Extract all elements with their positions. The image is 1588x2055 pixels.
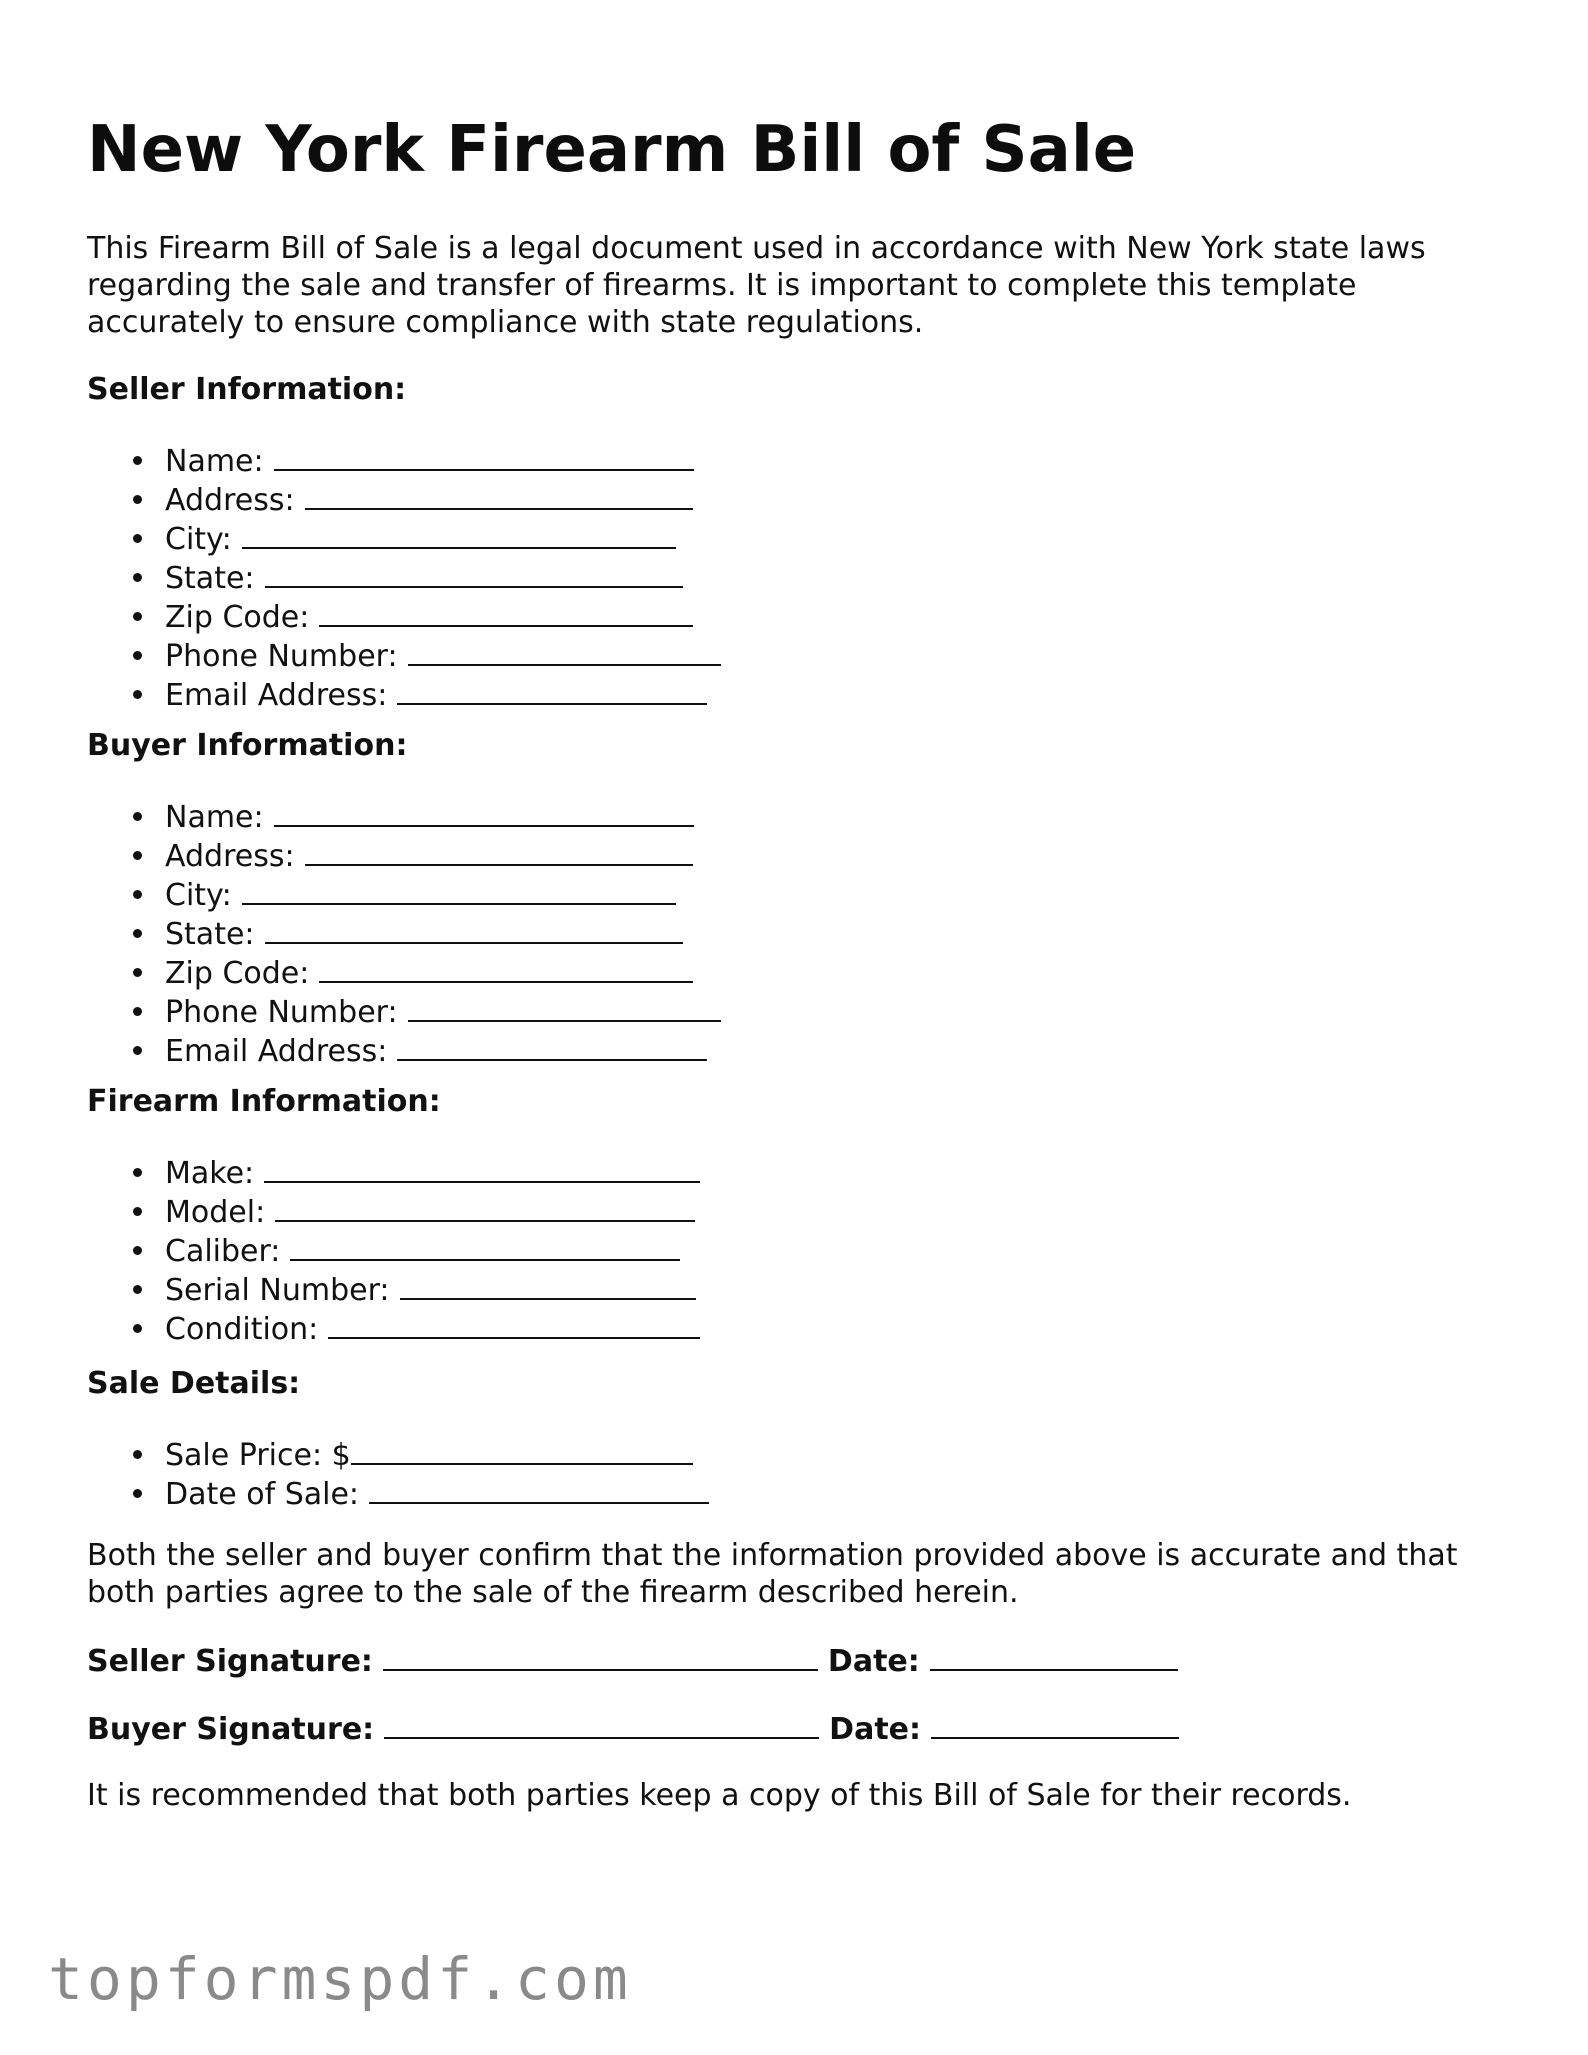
sale-fields-list <box>87 1435 709 1513</box>
seller-email-blank[interactable] <box>397 675 707 705</box>
seller-address-blank[interactable] <box>305 480 693 510</box>
firearm-model-blank[interactable] <box>275 1192 695 1222</box>
seller-phone-field[interactable]: Phone Number: <box>87 636 721 675</box>
seller-name-blank[interactable] <box>274 441 694 471</box>
document-title: New York Firearm Bill of Sale <box>87 113 1137 187</box>
firearm-fields-list <box>87 1153 700 1348</box>
firearm-model-field[interactable]: Model: <box>87 1192 700 1231</box>
seller-state-blank[interactable] <box>265 558 683 588</box>
seller-email-field[interactable]: Email Address: <box>87 675 721 714</box>
firearm-condition-blank[interactable] <box>328 1309 700 1339</box>
seller-city-blank[interactable] <box>242 519 676 549</box>
buyer-address-blank[interactable] <box>305 836 693 866</box>
firearm-caliber-blank[interactable] <box>290 1231 680 1261</box>
seller-heading: Seller Information: <box>87 372 407 407</box>
firearm-make-blank[interactable] <box>264 1153 700 1183</box>
seller-state-field[interactable]: State: <box>87 558 721 597</box>
firearm-heading: Firearm Information: <box>87 1084 441 1119</box>
seller-name-field[interactable]: Name: <box>87 441 721 480</box>
buyer-signature-blank[interactable] <box>384 1709 819 1739</box>
confirmation-paragraph: Both the seller and buyer confirm that the information provided above is accurate and that both parties agree to the sale of the firearm described herein. <box>87 1538 1458 1610</box>
seller-phone-blank[interactable] <box>408 636 721 666</box>
firearm-serial-field[interactable]: Serial Number: <box>87 1270 700 1309</box>
firearm-caliber-field[interactable]: Caliber: <box>87 1231 700 1270</box>
buyer-email-field[interactable]: Email Address: <box>87 1031 721 1070</box>
intro-paragraph: This Firearm Bill of Sale is a legal document used in accordance with New York state laws regarding the sale and transfer of firearms. It is important to complete this template accurately to ensure compliance with state regulations. <box>87 231 1426 340</box>
sale-date-field[interactable]: Date of Sale: <box>87 1474 709 1513</box>
buyer-signature-row <box>87 1709 1189 1748</box>
seller-date-blank[interactable] <box>930 1641 1178 1671</box>
watermark-text: topformspdf.com <box>48 1945 632 2013</box>
buyer-city-field[interactable]: City: <box>87 875 721 914</box>
sale-price-blank[interactable] <box>351 1435 693 1465</box>
buyer-name-blank[interactable] <box>274 797 694 827</box>
firearm-condition-field[interactable]: Condition: <box>87 1309 700 1348</box>
buyer-signature-label: Buyer Signature: <box>87 1712 375 1747</box>
sale-date-blank[interactable] <box>369 1474 709 1504</box>
buyer-zip-blank[interactable] <box>319 953 693 983</box>
sale-price-field[interactable]: Sale Price: $ <box>87 1435 709 1474</box>
seller-signature-label: Seller Signature: <box>87 1644 373 1679</box>
firearm-make-field[interactable]: Make: <box>87 1153 700 1192</box>
buyer-phone-blank[interactable] <box>408 992 721 1022</box>
seller-address-field[interactable]: Address: <box>87 480 721 519</box>
buyer-city-blank[interactable] <box>242 875 676 905</box>
seller-fields-list <box>87 441 721 714</box>
firearm-serial-blank[interactable] <box>400 1270 696 1300</box>
seller-date-label: Date: <box>827 1644 920 1679</box>
buyer-email-blank[interactable] <box>397 1031 707 1061</box>
buyer-state-blank[interactable] <box>265 914 683 944</box>
buyer-date-label: Date: <box>829 1712 922 1747</box>
seller-signature-row <box>87 1641 1188 1680</box>
buyer-date-blank[interactable] <box>931 1709 1179 1739</box>
seller-zip-field[interactable]: Zip Code: <box>87 597 721 636</box>
buyer-heading: Buyer Information: <box>87 728 408 763</box>
recommendation-paragraph: It is recommended that both parties keep a copy of this Bill of Sale for their records. <box>87 1778 1352 1813</box>
buyer-phone-field[interactable]: Phone Number: <box>87 992 721 1031</box>
sale-heading: Sale Details: <box>87 1366 301 1401</box>
buyer-zip-field[interactable]: Zip Code: <box>87 953 721 992</box>
buyer-fields-list <box>87 797 721 1070</box>
buyer-name-field[interactable]: Name: <box>87 797 721 836</box>
buyer-state-field[interactable]: State: <box>87 914 721 953</box>
seller-signature-blank[interactable] <box>383 1641 818 1671</box>
seller-city-field[interactable]: City: <box>87 519 721 558</box>
buyer-address-field[interactable]: Address: <box>87 836 721 875</box>
seller-zip-blank[interactable] <box>319 597 693 627</box>
